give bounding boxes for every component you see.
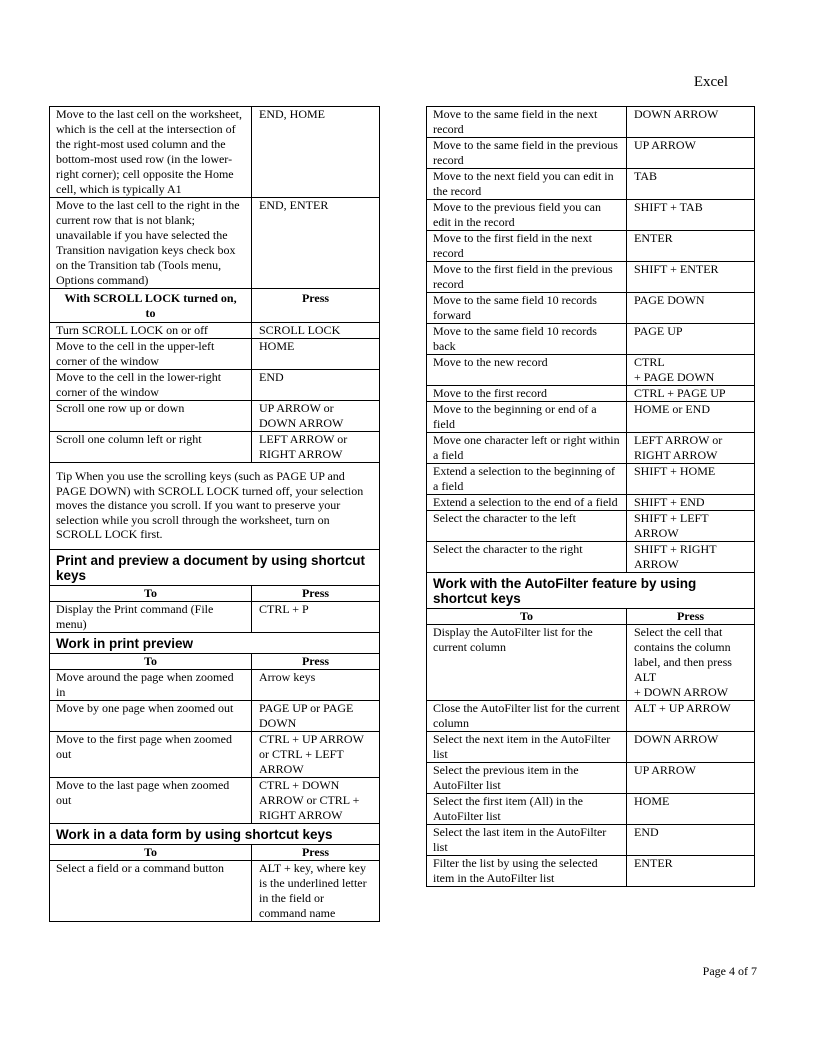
- action-cell: Extend a selection to the end of a field: [427, 495, 627, 511]
- keys-cell: CTRL + P: [252, 601, 380, 632]
- action-cell: Move to the first field in the previous record: [427, 262, 627, 293]
- action-cell: Move to the same field 10 records back: [427, 324, 627, 355]
- table-row: [427, 293, 755, 324]
- left-column: [49, 106, 380, 922]
- table-header-row: [50, 653, 380, 669]
- action-cell: Move to the first field in the next record: [427, 231, 627, 262]
- keys-cell: PAGE UP: [627, 324, 755, 355]
- action-cell: Move to the same field in the previous record: [427, 138, 627, 169]
- section-heading-row: [427, 573, 755, 609]
- keys-cell: SCROLL LOCK: [252, 323, 380, 339]
- tip-row: [50, 463, 380, 550]
- table-row: [427, 386, 755, 402]
- table-row: [427, 732, 755, 763]
- keys-cell: CTRL + DOWN ARROW or CTRL + RIGHT ARROW: [252, 777, 380, 823]
- action-cell: Filter the list by using the selected item in the AutoFilter list: [427, 856, 627, 887]
- keys-cell: HOME or END: [627, 402, 755, 433]
- keys-cell: DOWN ARROW: [627, 107, 755, 138]
- column-header-to: To: [427, 609, 627, 625]
- table-row: [427, 701, 755, 732]
- action-cell: Display the Print command (File menu): [50, 601, 252, 632]
- right-shortcut-table: [426, 106, 755, 887]
- table-row: [50, 107, 380, 198]
- action-cell: Move to the first record: [427, 386, 627, 402]
- keys-cell: ENTER: [627, 856, 755, 887]
- keys-cell: LEFT ARROW or RIGHT ARROW: [252, 432, 380, 463]
- keys-cell: UP ARROW or DOWN ARROW: [252, 401, 380, 432]
- table-row: [50, 198, 380, 289]
- action-cell: Extend a selection to the beginning of a field: [427, 464, 627, 495]
- right-column: [426, 106, 755, 887]
- keys-cell: END, ENTER: [252, 198, 380, 289]
- action-cell: Move to the last cell on the worksheet, which is the cell at the intersection of the right-most used column and the bottom-most used row (in the lower-right corner); cell opposite the Home cell, which is typically A1: [50, 107, 252, 198]
- table-row: [50, 669, 380, 700]
- table-row: [50, 860, 380, 921]
- column-header-action: With SCROLL LOCK turned on, to: [50, 289, 252, 323]
- keys-cell: TAB: [627, 169, 755, 200]
- keys-cell: Arrow keys: [252, 669, 380, 700]
- action-cell: Select the first item (All) in the AutoFilter list: [427, 794, 627, 825]
- action-cell: Scroll one row up or down: [50, 401, 252, 432]
- keys-cell: SHIFT + END: [627, 495, 755, 511]
- column-header-press: Press: [252, 585, 380, 601]
- section-heading-data-form: Work in a data form by using shortcut keys: [50, 823, 380, 844]
- section-heading-row: [50, 632, 380, 653]
- action-cell: Move to the next field you can edit in the record: [427, 169, 627, 200]
- column-header-press: Press: [252, 844, 380, 860]
- action-cell: Move to the new record: [427, 355, 627, 386]
- table-row: [427, 856, 755, 887]
- section-heading-row: [50, 549, 380, 585]
- keys-cell: ALT + UP ARROW: [627, 701, 755, 732]
- keys-cell: LEFT ARROW or RIGHT ARROW: [627, 433, 755, 464]
- keys-cell: SHIFT + TAB: [627, 200, 755, 231]
- left-shortcut-table: [49, 106, 380, 922]
- keys-cell: HOME: [252, 339, 380, 370]
- keys-cell: END: [252, 370, 380, 401]
- table-row: [427, 495, 755, 511]
- keys-cell: SHIFT + ENTER: [627, 262, 755, 293]
- action-cell: Select the last item in the AutoFilter list: [427, 825, 627, 856]
- keys-cell: PAGE DOWN: [627, 293, 755, 324]
- table-row: [427, 262, 755, 293]
- action-cell: Move by one page when zoomed out: [50, 700, 252, 731]
- keys-cell: ENTER: [627, 231, 755, 262]
- column-header-press: Press: [252, 653, 380, 669]
- section-heading-row: [50, 823, 380, 844]
- keys-cell: HOME: [627, 794, 755, 825]
- table-row: [427, 231, 755, 262]
- action-cell: Turn SCROLL LOCK on or off: [50, 323, 252, 339]
- action-cell: Move to the previous field you can edit in the record: [427, 200, 627, 231]
- table-header-row: [50, 585, 380, 601]
- table-row: [50, 401, 380, 432]
- keys-cell: UP ARROW: [627, 763, 755, 794]
- keys-cell: SHIFT + HOME: [627, 464, 755, 495]
- section-heading-print-preview: Work in print preview: [50, 632, 380, 653]
- action-cell: Close the AutoFilter list for the current column: [427, 701, 627, 732]
- section-heading-autofilter: Work with the AutoFilter feature by using shortcut keys: [427, 573, 755, 609]
- keys-cell: END, HOME: [252, 107, 380, 198]
- table-header-row: [427, 609, 755, 625]
- action-cell: Select the character to the right: [427, 542, 627, 573]
- action-cell: Scroll one column left or right: [50, 432, 252, 463]
- action-cell: Move to the cell in the lower-right corner of the window: [50, 370, 252, 401]
- action-cell: Select the character to the left: [427, 511, 627, 542]
- table-row: [50, 731, 380, 777]
- keys-cell: PAGE UP or PAGE DOWN: [252, 700, 380, 731]
- action-cell: Move to the last cell to the right in the current row that is not blank; unavailable if you have selected the Transition navigation keys check box on the Transition tab (Tools menu, Options command): [50, 198, 252, 289]
- keys-cell: SHIFT + LEFT ARROW: [627, 511, 755, 542]
- column-header-to: To: [50, 844, 252, 860]
- action-cell: Select the next item in the AutoFilter list: [427, 732, 627, 763]
- action-cell: Move to the first page when zoomed out: [50, 731, 252, 777]
- column-header-press: Press: [252, 289, 380, 323]
- table-row: [50, 700, 380, 731]
- keys-cell: UP ARROW: [627, 138, 755, 169]
- table-row: [427, 107, 755, 138]
- table-row: [427, 825, 755, 856]
- table-row: [427, 355, 755, 386]
- table-row: [50, 777, 380, 823]
- keys-cell: END: [627, 825, 755, 856]
- table-row: [50, 323, 380, 339]
- action-cell: Move one character left or right within a field: [427, 433, 627, 464]
- keys-cell: CTRL + PAGE UP: [627, 386, 755, 402]
- column-header-press: Press: [627, 609, 755, 625]
- keys-cell: Select the cell that contains the column label, and then press ALT + DOWN ARROW: [627, 625, 755, 701]
- action-cell: Move to the same field in the next record: [427, 107, 627, 138]
- keys-cell: DOWN ARROW: [627, 732, 755, 763]
- keys-cell: ALT + key, where key is the underlined letter in the field or command name: [252, 860, 380, 921]
- table-row: [50, 339, 380, 370]
- action-cell: Select a field or a command button: [50, 860, 252, 921]
- scroll-lock-header-row: [50, 289, 380, 323]
- scroll-lock-tip: Tip When you use the scrolling keys (such as PAGE UP and PAGE DOWN) with SCROLL LOCK turned off, your selection moves the distance you scroll. If you want to preserve your selection while you scroll through the worksheet, turn on SCROLL LOCK first.: [50, 463, 380, 550]
- column-header-to: To: [50, 653, 252, 669]
- table-row: [427, 402, 755, 433]
- table-row: [427, 763, 755, 794]
- table-row: [427, 794, 755, 825]
- table-row: [427, 169, 755, 200]
- action-cell: Move to the cell in the upper-left corner of the window: [50, 339, 252, 370]
- table-row: [427, 324, 755, 355]
- table-row: [427, 138, 755, 169]
- action-cell: Move to the same field 10 records forward: [427, 293, 627, 324]
- table-row: [427, 464, 755, 495]
- table-row: [50, 601, 380, 632]
- table-header-row: [50, 844, 380, 860]
- table-row: [427, 200, 755, 231]
- action-cell: Display the AutoFilter list for the current column: [427, 625, 627, 701]
- keys-cell: SHIFT + RIGHT ARROW: [627, 542, 755, 573]
- keys-cell: CTRL + PAGE DOWN: [627, 355, 755, 386]
- section-heading-print: Print and preview a document by using shortcut keys: [50, 549, 380, 585]
- action-cell: Select the previous item in the AutoFilter list: [427, 763, 627, 794]
- document-header-title: Excel: [693, 74, 728, 90]
- action-cell: Move around the page when zoomed in: [50, 669, 252, 700]
- table-row: [50, 370, 380, 401]
- action-cell: Move to the beginning or end of a field: [427, 402, 627, 433]
- column-header-to: To: [50, 585, 252, 601]
- table-row: [427, 542, 755, 573]
- table-row: [427, 511, 755, 542]
- table-row: [427, 433, 755, 464]
- table-row: [50, 432, 380, 463]
- page-number: Page 4 of 7: [702, 964, 757, 978]
- keys-cell: CTRL + UP ARROW or CTRL + LEFT ARROW: [252, 731, 380, 777]
- action-cell: Move to the last page when zoomed out: [50, 777, 252, 823]
- table-row: [427, 625, 755, 701]
